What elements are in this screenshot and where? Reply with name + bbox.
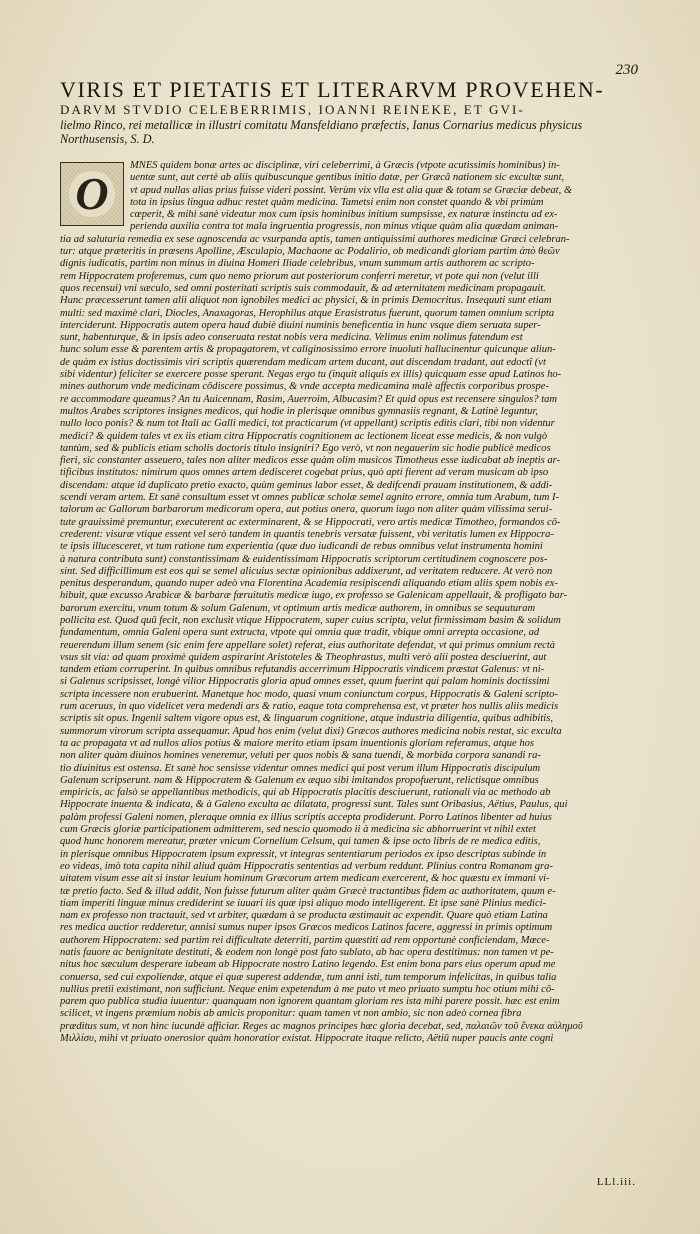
text-line: authorem Hippocratem: sed partim rei difficultate deterriti, partim quæstiti ad rem opportunè conficiendam, Mœce- [60,934,550,946]
text-line: discendam: atque id duplicato pretio exacto, quùm geminus labor esset, & dedifcendi prauam institutionem, & addi- [60,479,553,491]
text-line: rum aceruus, in quo videlicet vera medendi ars & ratio, eaque tota comprehensa est, vt præter hos nullis aliis medicis [60,701,559,713]
text-line: Μιλλίσυ, mihi vt priuato onerosior quàm honoratior existat. Hippocrate itaque relicto, Aëtiū nuper paucis ante cogni [60,1033,554,1045]
text-line: pollicita est. Quod quū fecit, non exclusit vtique Hippocratem, super cuius scripta, velut firmissimam basim & solidum [60,614,561,626]
dropcap-initial [60,162,124,226]
text-line: fundamentum, omnia Galeni opera sunt extructa, vtpote qui omnia quæ tradit, vbique omni arrepta occasione, ad [60,627,540,639]
text-line: tificibus institutos: nimirum quos omnes artem dedisceret cogebat prius, quò apti fierent ad veram musicam ab ipso [60,467,549,479]
text-line: si Galenus scripsisset, longè vilior Hippocratis gloria apud omnes esset, quum fuerint qui palam hominis doctissimi [60,676,550,688]
text-line: ta ac propagata vt ad nullos alios potius & maiore merito etiam ipsam inuentionis gloriam referamus, atque hos [60,737,535,749]
text-line: de quàm ex istius doctissimis viri scriptis quærendam medicam artem ducant, aut discendam tradant, aut edoctî (vt [60,356,546,368]
text-line: rem Hippocratem proferemus, cum quo nemo priorum aut posteriorum conferri meretur, vt pote qui non (velut illi [60,270,539,282]
text-line: cœperit, & mihi sanè videatur mox cum ipsis hominibus initium sumpsisse, ex naturæ instinctu ad ex- [130,209,558,221]
text-line: sint. Sed difficillimum est eos qui se semel alicuius sectæ opinionibus addixerunt, ad veritatem reducere. At verò non [60,565,553,577]
text-line: scripta incessere non erubuerint. Manetque hoc modo, quasi vnum coniunctum corpus, Hippocratis & Galeni scripto- [60,688,558,700]
text-line: perienda auxilia contra tot mala ingruentia progressis, non minus vtique quàm alia quædam animan- [130,221,559,233]
dropcap-letter: O [69,171,114,217]
text-line: uentæ sunt, aut certè ab aliis quibuscunque gentibus initio datæ, per Græcâ nationem sic excultæ sunt, [130,172,565,184]
text-line: reuerendum illum senem (sic enim fere appellare solet) referat, eius authoritate defendat, vt qui primus omnium rectà [60,639,556,651]
text-line: Hippocrate inuenta & indicata, & à Galeno exculta ac dilatata, progressi sunt. Tales sunt Oribasius, Aëtius, Paulus, qui [60,799,568,811]
text-line: cum Græcis gloriæ participationem admitterem, sed nescio quomodo ii à medicina sic abhorruerint vt nihil extet [60,824,536,836]
text-line: eo videas, imò tota capita nihil aliud quàm Hippocratis sententias ad verbum reddunt. Plinius contra Romanam gra- [60,860,553,872]
text-line: scilicet, vt ingens præmium nobis ab amicis proponitur: quam tamen vt non ambio, sic non adeò cornea fibra [60,1008,522,1020]
text-line: quod hunc honorem mereatur, præter vnicum Cornelium Celsum, qui tamen & ipse octo libris de re medica editis, [60,836,541,848]
text-line: crederent: visuræ vtique essent vel serò tandem in quantis tenebris versatæ fuissent, vbi veritatis lumen ex Hippocra- [60,528,554,540]
text-line: multos Arabes scriptores insignes medicos, qui hodie in plerisque omnibus gymnasiis regnant, & Latinè leguntur, [60,405,539,417]
text-line: à natura contributa sunt) constantissimam & euidentissimam Hippocratis scriptorum certitudinem cognoscere pos- [60,553,548,565]
text-line: re accommodare queamus? An tu Auicennam, Rasim, Auerroim, Albucasim? Et quid opus est recensere singulos? tam [60,393,558,405]
text-line: nitus hoc sæculum desperare iubeam ab Hippocrate nostro Latino legendo. Est enim bona pars eius operum apud me [60,959,556,971]
text-line: medici? & quidem tales vt ex iis etiam citra Hippocratis cognitionem ac lectionem liceat esse medicis, & non vulgò [60,430,548,442]
heading-line-1: VIRIS ET PIETATIS ET LITERARVM PROVEHEN- [60,77,605,102]
text-line: nullius pretii existimant, non sufficiunt. Neque enim expetendum à me puto vt meo priuato sumptu hoc otium mihi cō- [60,983,555,995]
text-line: hibuit, quæ excusso Arabicæ & barbaræ fœruitutis medicæ iugo, ex professo se Galenicam appellauit, & profligato bar- [60,590,568,602]
text-line: MNES quidem bonæ artes ac disciplinæ, viri celeberrimi, à Græcis (vtpote acutissimis hominibus) in- [130,160,560,171]
text-line: non aliter quàm diuinos homines veneremur, veluti per quos nobis & sana tuendi, & morbida corpora sanandi ra- [60,750,541,762]
text-line: scriptis sit opus. Ingenii saltem vigore opus est, & linguarum cognitione, atque industria diligentia, quibus adhibitis, [60,713,553,725]
text-line: te ipsis illucesceret, vt tum ratione tum experientia (quæ duo iudicandi de rebus omnibus velut instrumenta homini [60,541,543,553]
text-line: conuersa, sed cui expoliendæ, atque ei quæ superest addendæ, tum anni isti, tum temporum infelicitas, in quibus talia [60,971,557,983]
text-line: quos recensui) vni sæculo, sed omni posteritati scriptis suis commodauit, & ad æternitatem medicinam propagauit. [60,282,546,294]
text-line: talorum ac Gallorum barbarorum medicorum opera, aut potius onera, quorum iugo non aliter quàm vilissima serui- [60,504,553,516]
text-line: dignis iudicatis, partim non minus in diuina Homeri Iliade celebribus, vnum summum artis authorem ac scripto- [60,258,535,270]
text-line: Hunc præcesserunt tamen alii aliquot non ignobiles medici ac physici, & in primis Democritus. Insequuti sunt etiam [60,295,552,307]
text-line: tantùm, sed & publicis etiam scholis doctoris titulo insigniri? Ego verò, vt non negauerim sic hodie publicè medicos [60,442,551,454]
text-line: fieri, sic constanter asseuero, tales non aliter medicos esse quàm olim musicos Timotheus esse iudicabat ab ineptis ar- [60,455,561,467]
text-line: tute grauissimè premuntur, executerent ac exterminarent, & se Hippocrati, vero artis medicæ Timotheo, formandos cō- [60,516,561,528]
text-line: tiam imperiti linguæ minus crediderint se iuuari iis quæ ipsi aliquo modo intelligerent. Et ipse sanè Plinius medici- [60,897,547,909]
text-line: Galenum scripserunt. nam & Hippocratem & Galenum ex æquo sibi imitandos propofuerunt, relictisque omnibus [60,774,539,786]
text-line: nam ex professo non tractauit, sed vt arbiter, quædam à se producta æstimauit ac expendit. Quare quò etiam Latina [60,910,548,922]
text-line: parem quo publica studia iuuentur: quanquam non ignorem quantam gloriam res ista mihi parere possit. hæc est enim [60,996,560,1008]
text-line: tio diuinitus est ostensa. Et sanè hoc sensisse videntur omnes medici qui post verum illum Hippocratis discipulum [60,762,541,774]
text-line: sibi videntur) feliciter se exercere posse sperant. Negas ergo tu (inquit aliquis ex illis) quicquam esse apud Latinos ho- [60,369,562,381]
dedication-heading [60,78,646,146]
page-number: 230 [615,62,638,78]
text-line: vsus sit via: ad quam proximè quidem aspirarint Aristoteles & Theophrastus, multi verò alii postea desciuerint, aut [60,651,547,663]
text-line: sunt, habenturque, & in ipsis adeo conseruata restat nobis vera medicina. Velimus enim nolimus fatendum est [60,332,523,344]
text-line: interciderunt. Hippocratis autem opera haud dubiè diuini numinis beneficentia in hunc vsque diem seruata super- [60,319,541,331]
text-line: scendi veram artem. Et sanè consultum esset vt omnes publicæ scholæ semel agnito errore, omnia tum Arabum, tum I- [60,492,560,504]
text-line: tur: atque præteritis in præsens Apolline, Æsculapio, Machaone ac Podalirio, ob medicandi gloriam partim ἀπὸ θεῶν [60,246,560,258]
heading-line-2: DARVM STVDIO CELEBERRIMIS, IOANNI REINEKE, ET GVI- [60,102,525,117]
text-line: nullo loco ponis? & num tot Itali ac Galli medici, tot practicarum (vt appellant) scriptis editis clari, tibi non videntur [60,418,555,430]
text-line: penitus desperandum, quando nuper adeò vna Florentina Academia resipiscendi aliquando etiam aliis spem nobis ex- [60,578,558,590]
text-line: summorum virorum scripta assequamur. Apud hos enim (velut dixi) Græcos authores medicina nobis restat, sic exculta [60,725,562,737]
text-line: tæ pretio facto. Sed & illud addit, Non fuisse futurum aliter quàm Græcè tractantibus fidem ac authoritatem, quum e- [60,885,556,897]
body-text [60,160,650,1045]
text-line: res medica auctior redderetur, annisi sumus nuper ipsos Græcos medicos Latinos facere, aggressi in primis optimum [60,922,553,934]
text-line: mines authorum vnde medicinam cōdiscere possimus, & vnde accepta medicamina malè affectis corporibus prospe- [60,381,549,393]
dedication-text: lielmo Rinco, rei metallicæ in illustri comitatu Mansfeldiano præfectis, Ianus Cornarius medicus physicus Northusensis, S. D. [60,118,583,146]
text-line: tota in ipsius lingua adhuc restet quàm medicina. Tametsi enim non constet quando & vbi primùm [130,196,544,208]
text-line: uitatem visum esse ait si instar leuium hominum Græcorum artem medicam exercerent, & hoc quæstu ex immani vi- [60,873,550,885]
text-line: palàm professi Galeni nomen, pleraque omnia ex illius scriptis accepta prodiderunt. Porro Latinos libenter ad huius [60,811,552,823]
text-line: præditus sum, vt non hinc iucundè afficiar. Reges ac magnos principes hæc gloria decebat, sed, παλαιῶν τοῦ ἕνεκα αὐλημοῦ [60,1020,583,1032]
text-line: barorum exercitu, vnum totum & solum Galenum, vt optimum artis medicæ authorem, in omnibus se sequuturam [60,602,536,614]
text-line: in plerisque omnibus Hippocratem ipsum expressit, vt integras sententiarum periodos ex ipso descriptas subinde in [60,848,547,860]
text-line: multi: sed maximè clari, Diocles, Anaxagoras, Herophilus atque Erasistratus fuerunt, quorum tamen omnium scripta [60,307,555,319]
text-line: natis fauore ac benignitate destituti, & eodem non longè post fato sublato, ab hac opera destitimus: non tamen vt pe- [60,947,554,958]
text-line: vt apud nullas alias prius fuisse videri possint. Verùm vix vlla est alia quæ & totam se Græciæ debeat, & [130,184,573,196]
text-line: tandem etiam corruperint. In quibus omnibus refutandis accerrimum Hippocratis vindicem præstat Galenus: vt ni- [60,664,545,676]
text-line: hunc solum esse & parentem artis & propagatorem, vt caliginosissimo errore inuoluti hallucinentur quicunque aliun- [60,344,556,356]
text-line: empiricis, ac falsò se appellantibus methodicis, qui ab Hippocratis placitis desciuerunt, rationali via ac methodo ab [60,787,551,799]
text-line: tia ad salutaria remedia ex sese agnoscenda ac vsurpanda aptis, tamen antiquissimi authores medicinæ Græci celebran- [60,233,570,245]
body-lines [60,160,650,1045]
signature-mark: LLl.iii. [596,1176,636,1188]
